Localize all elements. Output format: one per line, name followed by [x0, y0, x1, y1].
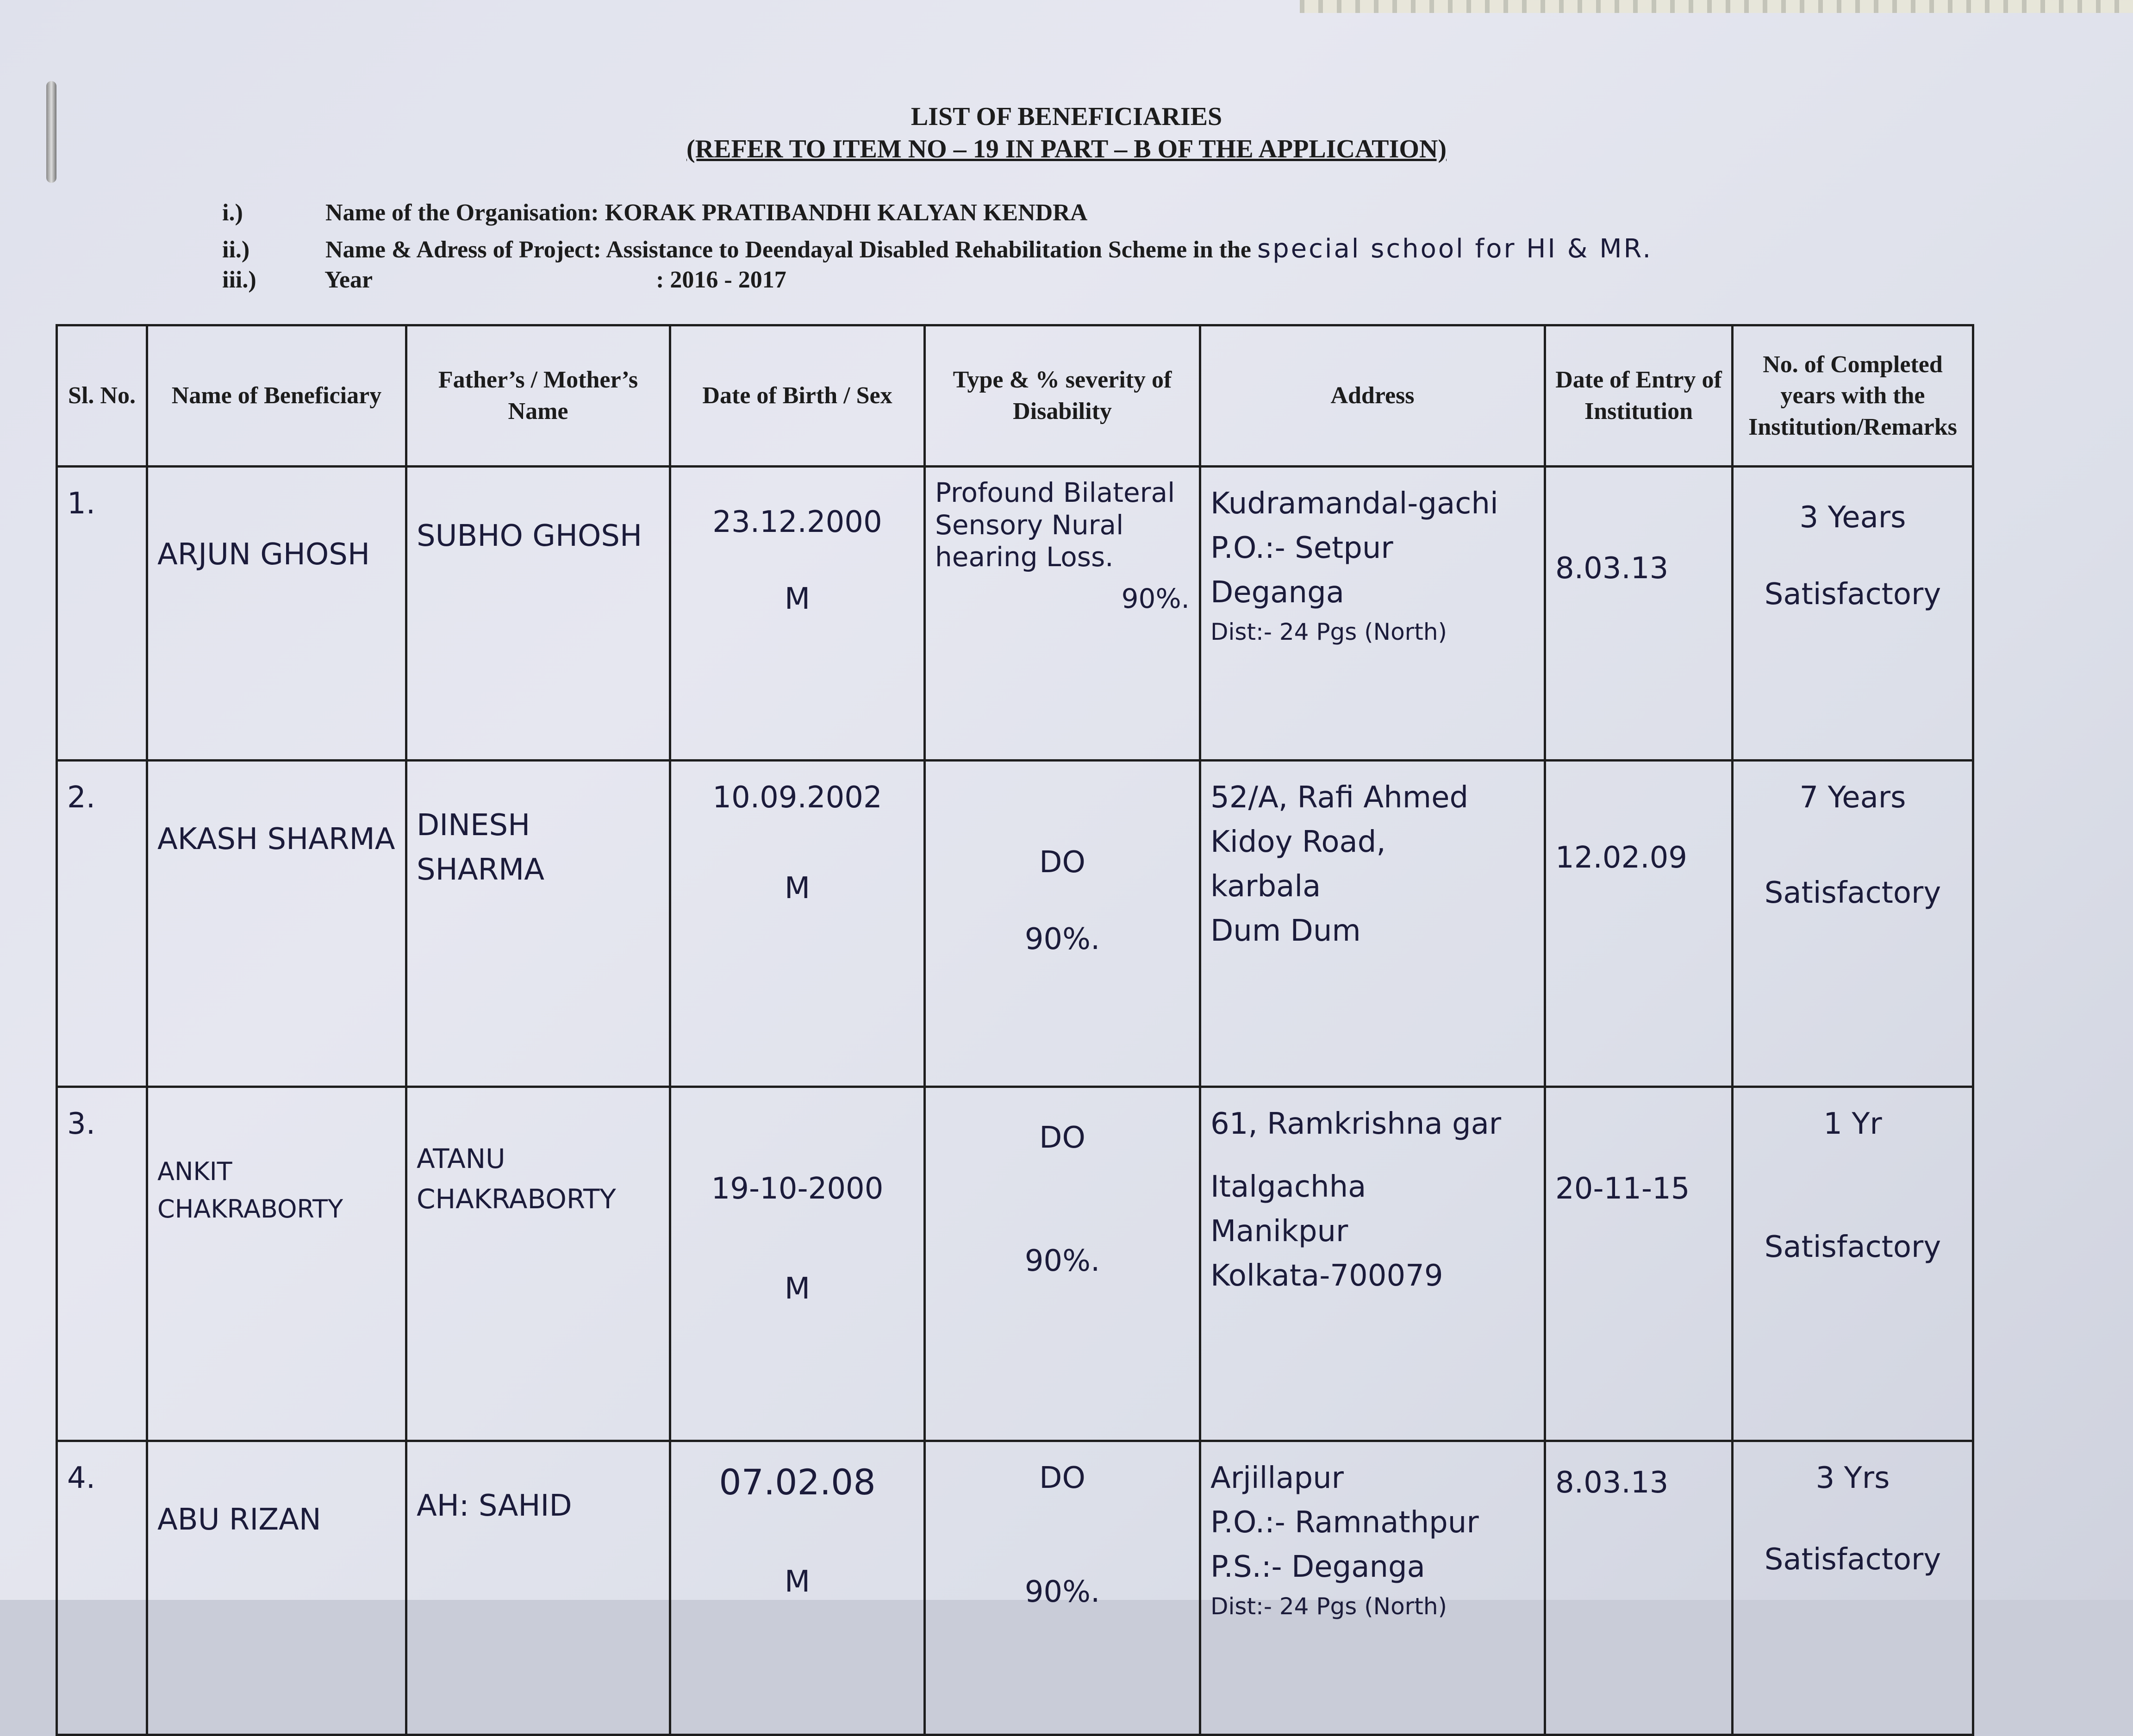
address-line: Dum Dum [1210, 914, 1361, 948]
item-number: iii.) [222, 267, 256, 293]
remarks: Satisfactory [1764, 1542, 1941, 1577]
sex: M [784, 1272, 811, 1306]
address-line: 61, Ramkrishna gar [1210, 1107, 1502, 1141]
year-line [222, 266, 786, 293]
address-line: P.S.:- Deganga [1210, 1550, 1425, 1584]
disability-type: Profound Bilateral Sensory Nural hearing Loss. [935, 477, 1175, 573]
address-cell [1200, 1441, 1545, 1735]
address-line: Italgachha [1210, 1170, 1366, 1204]
header-parent: Father’s / Mother’s Name [406, 325, 670, 467]
sl-no: 4. [57, 1441, 147, 1735]
background-page-strip [1300, 0, 2133, 13]
sex: M [784, 1565, 811, 1599]
organisation-name: Name of the Organisation: KORAK PRATIBANDHI KALYAN KENDRA [325, 200, 1088, 226]
beneficiary-table [56, 324, 1974, 1736]
header-disability: Type & % severity of Disability [925, 325, 1200, 467]
years-cell [1733, 1087, 1973, 1441]
years-completed: 3 Years [1799, 500, 1906, 535]
document-subtitle: (REFER TO ITEM NO – 19 IN PART – B OF THE APPLICATION) [686, 135, 1447, 163]
disability-type: DO [1039, 1121, 1085, 1155]
years-cell [1733, 1441, 1973, 1735]
address-line: karbala [1210, 869, 1321, 904]
table-row [57, 1087, 1973, 1441]
document-title: LIST OF BENEFICIARIES [911, 102, 1222, 131]
organisation-line [222, 199, 1087, 226]
header-dob: Date of Birth / Sex [670, 325, 925, 467]
address-line: Dist:- 24 Pgs (North) [1210, 618, 1447, 645]
header-years: No. of Completed years with the Institution/Remarks [1733, 325, 1973, 467]
dob: 07.02.08 [719, 1461, 876, 1503]
disability-cell [925, 1441, 1200, 1735]
parent-name: AH: SAHID [406, 1441, 670, 1735]
disability-percent: 90%. [1024, 1575, 1100, 1609]
table-row [57, 467, 1973, 761]
address-line: 52/A, Rafi Ahmed [1210, 781, 1469, 815]
beneficiary-name: AKASH SHARMA [147, 761, 406, 1087]
year-value: : 2016 - 2017 [656, 267, 786, 293]
address-cell [1200, 761, 1545, 1087]
remarks: Satisfactory [1764, 1230, 1941, 1264]
beneficiary-name: ABU RIZAN [147, 1441, 406, 1735]
disability-type: DO [1039, 845, 1085, 880]
years-completed: 7 Years [1799, 781, 1906, 815]
remarks: Satisfactory [1764, 577, 1941, 612]
dob: 23.12.2000 [712, 505, 882, 539]
beneficiary-name: ARJUN GHOSH [147, 467, 406, 761]
address-line: Manikpur [1210, 1214, 1348, 1249]
beneficiary-name: ANKIT CHAKRABORTY [147, 1087, 406, 1441]
disability-percent: 90%. [1121, 582, 1190, 614]
project-name: Name & Adress of Project: Assistance to Deendayal Disabled Rehabilitation Scheme in the [325, 237, 1251, 263]
dob: 19-10-2000 [711, 1172, 884, 1206]
table-row [57, 761, 1973, 1087]
address-line: Kolkata-700079 [1210, 1259, 1443, 1293]
sex: M [784, 582, 811, 616]
table-row [57, 1441, 1973, 1735]
address-line: P.O.:- Setpur [1210, 531, 1393, 565]
dob-cell [670, 761, 925, 1087]
disability-cell [925, 1087, 1200, 1441]
item-number: ii.) [222, 237, 250, 263]
years-cell [1733, 761, 1973, 1087]
year-label: Year [324, 267, 373, 293]
remarks: Satisfactory [1764, 876, 1941, 910]
parent-name: DINESH SHARMA [406, 761, 670, 1087]
disability-cell [925, 467, 1200, 761]
sex: M [784, 871, 811, 905]
project-line [222, 234, 1653, 264]
years-completed: 3 Yrs [1815, 1461, 1890, 1495]
sl-no: 3. [57, 1087, 147, 1441]
disability-percent: 90%. [1024, 922, 1100, 956]
dob-cell [670, 1087, 925, 1441]
disability-cell [925, 761, 1200, 1087]
entry-date: 20-11-15 [1545, 1087, 1733, 1441]
header-entry-date: Date of Entry of Institution [1545, 325, 1733, 467]
years-completed: 1 Yr [1823, 1107, 1882, 1141]
address-line: Kidoy Road, [1210, 825, 1386, 859]
header-address: Address [1200, 325, 1545, 467]
staple-icon [46, 81, 56, 183]
address-line: Dist:- 24 Pgs (North) [1210, 1593, 1447, 1620]
header-name: Name of Beneficiary [147, 325, 406, 467]
parent-name: ATANU CHAKRABORTY [406, 1087, 670, 1441]
entry-date: 8.03.13 [1545, 467, 1733, 761]
disability-type: DO [1039, 1461, 1085, 1495]
header-sl-no: Sl. No. [57, 325, 147, 467]
address-line: Arjillapur [1210, 1461, 1344, 1495]
address-cell [1200, 1087, 1545, 1441]
project-handwritten: special school for HI & MR. [1257, 234, 1653, 264]
sl-no: 2. [57, 761, 147, 1087]
years-cell [1733, 467, 1973, 761]
address-line: Deganga [1210, 575, 1344, 610]
item-number: i.) [222, 200, 243, 226]
disability-percent: 90%. [1024, 1244, 1100, 1278]
dob: 10.09.2002 [712, 781, 882, 815]
entry-date: 8.03.13 [1545, 1441, 1733, 1735]
address-line: P.O.:- Ramnathpur [1210, 1505, 1479, 1540]
dob-cell [670, 1441, 925, 1735]
sl-no: 1. [57, 467, 147, 761]
parent-name: SUBHO GHOSH [406, 467, 670, 761]
entry-date: 12.02.09 [1545, 761, 1733, 1087]
address-line: Kudramandal-gachi [1210, 487, 1498, 521]
table-header-row [57, 325, 1973, 467]
dob-cell [670, 467, 925, 761]
address-cell [1200, 467, 1545, 761]
